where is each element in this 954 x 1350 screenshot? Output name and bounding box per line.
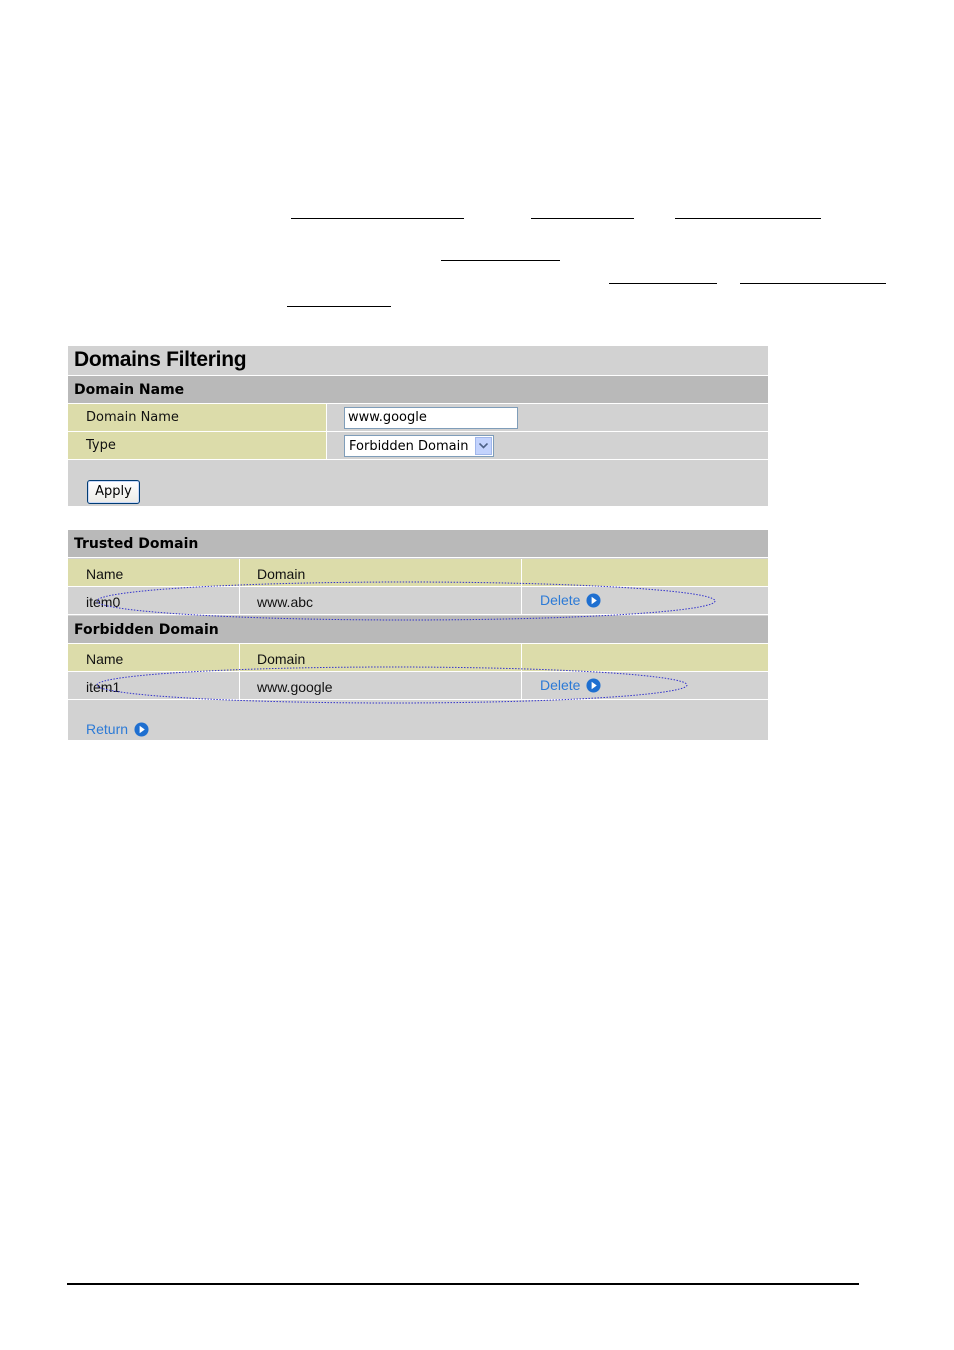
return-label: Return	[86, 721, 129, 737]
domain-lists-panel	[68, 530, 768, 740]
domain-name-input[interactable]: www.google	[344, 407, 518, 429]
delete-label: Delete	[540, 592, 581, 608]
page-title: Domains Filtering	[74, 348, 247, 371]
text-underline	[287, 306, 391, 307]
domain-name-row	[68, 404, 768, 432]
text-underline	[609, 283, 717, 284]
arrow-circle-icon	[586, 593, 601, 608]
table-row	[68, 672, 768, 700]
column-header-name: Name	[68, 644, 240, 671]
section-header-trusted-domain	[68, 530, 768, 558]
type-label: Type	[68, 432, 327, 459]
text-underline	[531, 218, 634, 219]
row-name: item0	[68, 587, 240, 614]
column-header-domain: Domain	[240, 644, 522, 671]
column-header-name: Name	[68, 559, 240, 586]
delete-label: Delete	[540, 677, 581, 693]
arrow-circle-icon	[134, 722, 149, 737]
type-select-value: Forbidden Domain	[349, 439, 469, 454]
panel-title-bar	[68, 346, 768, 376]
text-underline	[740, 283, 886, 284]
row-domain: www.google	[240, 672, 522, 699]
row-name: item1	[68, 672, 240, 699]
column-header-action	[522, 559, 768, 586]
arrow-circle-icon	[586, 678, 601, 693]
footer-rule	[67, 1283, 859, 1285]
text-underline	[675, 218, 821, 219]
text-underline	[291, 218, 464, 219]
delete-link-item1[interactable]	[540, 677, 601, 693]
table-row	[68, 587, 768, 615]
trusted-table-header	[68, 559, 768, 587]
domains-filtering-panel	[68, 346, 768, 506]
column-header-action	[522, 644, 768, 671]
section-title: Trusted Domain	[74, 536, 199, 552]
text-underline	[441, 260, 560, 261]
forbidden-table-header	[68, 644, 768, 672]
type-row	[68, 432, 768, 460]
column-header-domain: Domain	[240, 559, 522, 586]
type-select[interactable]	[344, 435, 494, 457]
domain-name-label: Domain Name	[68, 404, 327, 431]
delete-link-item0[interactable]	[540, 592, 601, 608]
section-header-domain-name	[68, 376, 768, 404]
chevron-down-icon[interactable]	[475, 437, 492, 455]
apply-button[interactable]: Apply	[87, 480, 140, 504]
section-header-forbidden-domain	[68, 616, 768, 644]
section-title: Domain Name	[74, 382, 185, 398]
section-title: Forbidden Domain	[74, 622, 219, 638]
row-domain: www.abc	[240, 587, 522, 614]
return-link[interactable]	[86, 721, 149, 737]
